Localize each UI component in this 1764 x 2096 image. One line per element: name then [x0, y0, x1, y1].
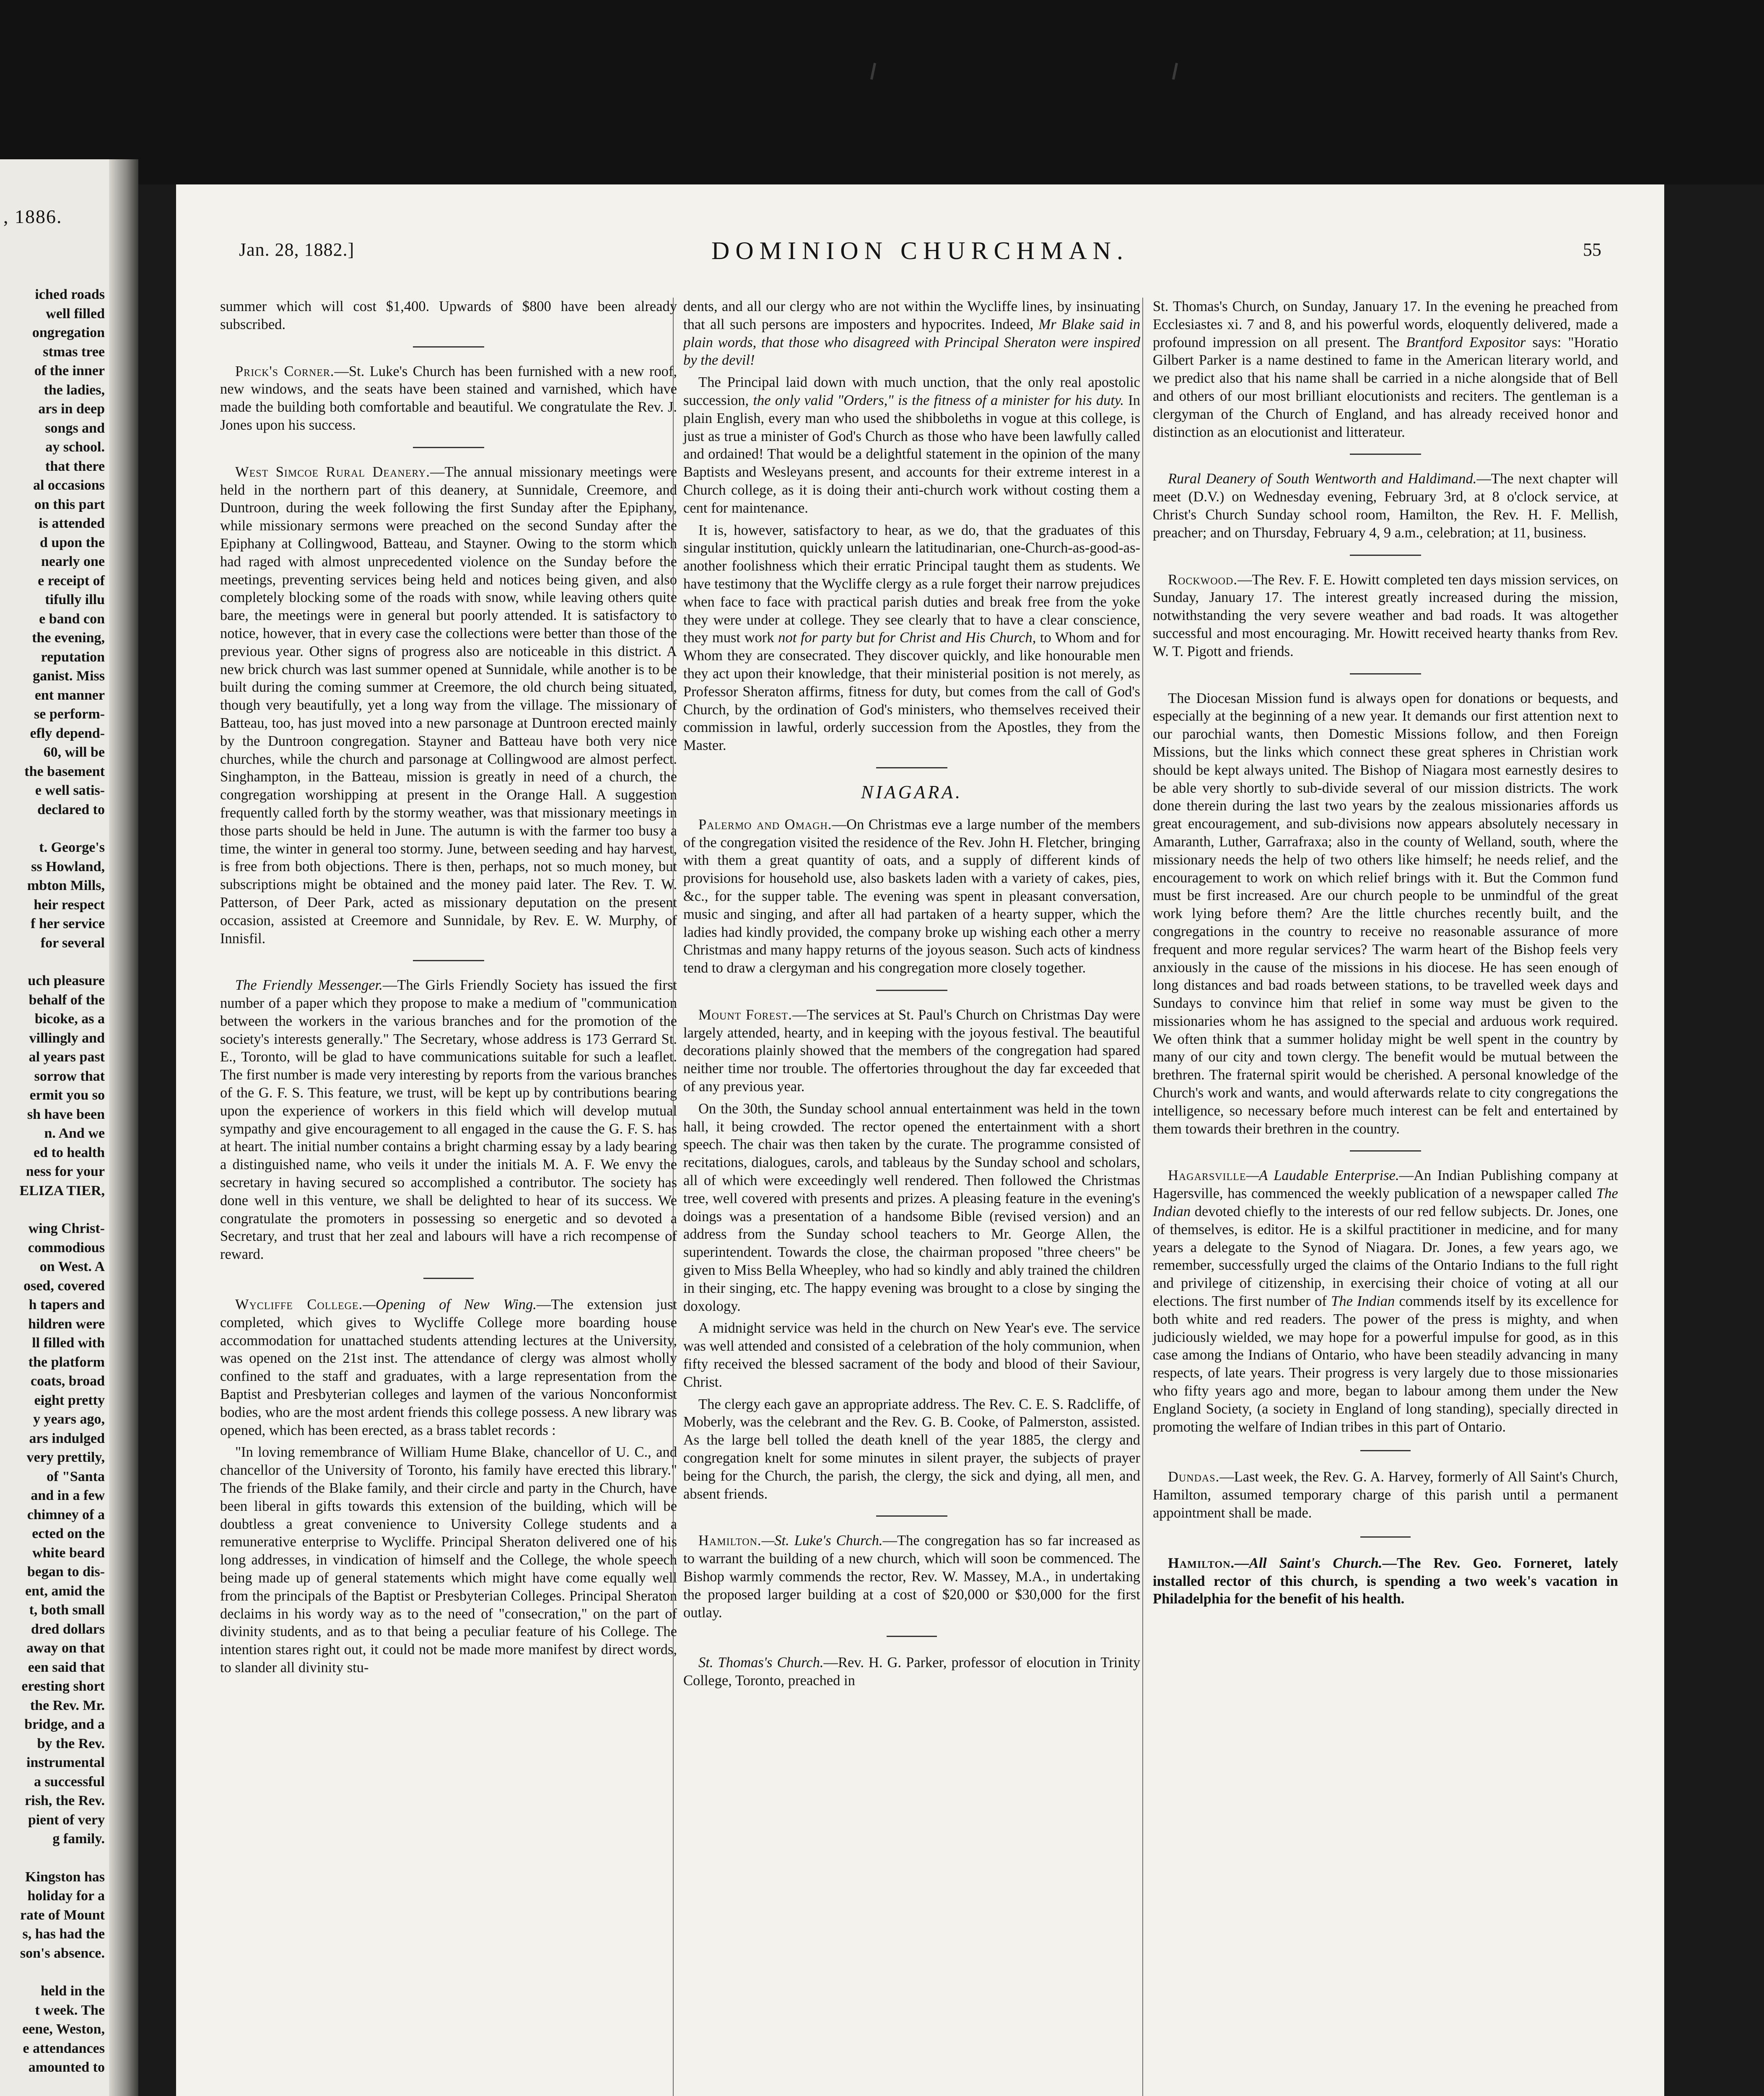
article-body: —The Girls Friendly Society has issued the first number of a paper which they propose to make a medium of "communication between the workers in the various branches and for the promotion of the society's interests generally." The Secretary, whose address is 173 Gerrard St. E., Toronto, will be glad to have communications suitable for such a leaflet. The first number is made very interesting by reports from the various branches of the G. F. S. This feature, we trust, will be kept up by contributions bearing upon the experience of workers in this field which will develop mutual sympathy and give encouragement to all engaged in the cause the G. F. S. has at heart. The initial number contains a bright charming essay by a lady bearing a distinguished name, who veils it under the initials M. A. F. We envy the secretary in having secured so accomplished a contributor. The society has done well in this venture, we shall be delighted to hear of its success. We congratulate the promoters in possessing so energetic and so devoted a Secretary, and trust that her zeal and labours will have a rich recompense of reward. — [220, 977, 677, 1263]
article-heading: Hamilton. — [1168, 1555, 1235, 1571]
line-gap — [0, 1200, 105, 1219]
article-heading: Rural Deanery of South Wentworth and Haldimand. — [1168, 471, 1477, 487]
article-heading: Dundas. — [1168, 1469, 1220, 1485]
section-divider — [413, 346, 484, 348]
left-page-line: eene, Weston, — [22, 2021, 105, 2037]
section-divider — [423, 1278, 474, 1279]
left-page-line: osed, covered — [23, 1278, 105, 1294]
line-gap — [0, 1963, 105, 1982]
left-page-line: iched roads — [35, 287, 105, 302]
masthead-title: DOMINION CHURCHMAN. — [711, 237, 1129, 265]
left-page-line: e band con — [39, 611, 105, 627]
left-page-line: t, both small — [29, 1602, 105, 1618]
article-diocesan-mission: The Diocesan Mission fund is always open for donations or bequests, and especially at the beginning of a new year. It demands our first attention next to our parochial wants, then Domestic Missions follow, and then Foreign Missions, but the links which connect these great spheres in Christian work should be kept always united. The Bishop of Niagara most earnestly desires to be able very shortly to sub-divide several of our mission districts. The work done therein during the last two years by the zealous missionaries affords us great encouragement, and sub-divisions now appears absolutely necessary in Amaranth, Luther, Garrafraxa; also in the county of Welland, south, where the missionary needs the help of two others like himself; he needs relief, and the encouragement to work on which relief brings with it. But the Common fund must be first increased. Are our church people to be unmindful of the great work lying before them? Are the little churches recently built, and the congregations in the country to receive no reasonable assurance of more frequent and more regular services? The warm heart of the Bishop feels very anxiously in the cause of the missions in his diocese. He has seen enough of long distances and bad roads between stations, to be travelled week days and Sundays to convince him that relief in some way must be given to the missionaries whom he has assigned to the special and arduous work required. We often think that a summer holiday might be well spent in the country by many of our city and town clergy. The benefit would be mutual between the brethren. The fraternal spirit would be cherished. A personal knowledge of the Church's work and wants, and would afterwards relate to city congregations the intelligence, so necessary before much interest can be felt and entertained by them towards their brethren in the country. — [1153, 690, 1618, 1137]
line-gap — [0, 952, 105, 971]
line-gap — [0, 819, 105, 838]
article-body: —On Christmas eve a large number of the members of the congregation visited the residence of the Rev. John H. Fletcher, bringing with them a great quantity of oats, and a supply of different kinds of provisions for household use, also baskets laden with a variety of cakes, pies, &c., for the supper table. The evening was spent in pleasant conversation, music and singing, and after all had partaken of a hearty supper, which the ladies had kindly provided, the company broke up wishing each other a merry Christmas and many happy returns of the joyous season. Such acts of kindness tend to draw a clergyman and his congregation more closely together. — [683, 816, 1140, 976]
left-page-line: amounted to — [28, 2060, 105, 2075]
article-body: —The services at St. Paul's Church on Christmas Day were largely attended, hearty, and in keeping with the joyous festival. The beautiful decorations plainly showed that the members of the congregation had spared neither time nor trouble. The offertories throughout the day far exceeded that of any previous year. — [683, 1006, 1141, 1095]
article-paragraph: On the 30th, the Sunday school annual entertainment was held in the town hall, it being crowded. The rector opened the entertainment with a short speech. The chair was then taken by the curate. The programme consisted of recitations, dialogues, carols, and tableaus by the Sunday school and scholars, all of which were exceedingly well rendered. Then followed the Christmas tree, well covered with presents and prizes. A pleasing feature in the evening's doings was a presentation of a handsome Bible (revised version) and an address from the Sunday school teachers to Mr. George Allen, the superintendent. Towards the close, the chairman proposed "three cheers" be given to Miss Bella Wheepley, who had so kindly and ably trained the children in their singing, etc. The happy evening was brought to a close by singing the doxology. — [683, 1100, 1140, 1314]
left-page-line: of the inner — [34, 363, 105, 379]
article-paragraph: summer which will cost $1,400. Upwards of $800 have been already subscribed. — [220, 298, 677, 332]
article-heading: Wycliffe College. — [235, 1297, 363, 1313]
column-2 — [683, 298, 1140, 1694]
article-palermo-omagh — [683, 816, 1140, 977]
left-page-line: e receipt of — [38, 573, 105, 589]
left-page-line: mbton Mills, — [27, 878, 105, 893]
left-page-line: began to dis- — [27, 1564, 105, 1580]
left-page-line: eight pretty — [34, 1392, 105, 1408]
left-page-line: rish, the Rev. — [25, 1793, 105, 1808]
article-rural-deanery — [1153, 470, 1618, 542]
section-divider — [413, 447, 484, 448]
article-heading: Prick's Corner. — [235, 363, 335, 379]
left-page-line: the platform — [28, 1354, 105, 1370]
article-paragraph — [683, 298, 1140, 369]
article-body: —The congregation has so far increased as to warrant the building of a new church, which will soon be commenced. The Bishop warmly commends the rector, Rev. W. Massey, M.A., in undertaking the proposed larger building at a cost of $20,000 or $30,000 for the first outlay. — [683, 1533, 1140, 1621]
italic-text: The Indian — [1331, 1293, 1395, 1310]
column-rule — [1142, 298, 1143, 2096]
left-page-line: al occasions — [33, 477, 105, 493]
article-hamilton-st-lukes — [683, 1532, 1140, 1621]
left-page-line: is attended — [39, 516, 105, 531]
article-wycliffe-college — [220, 1296, 677, 1439]
line-gap — [0, 1849, 105, 1868]
article-paragraph: The clergy each gave an appropriate address. The Rev. C. E. S. Radcliffe, of Moberly, was the celebrant and the Rev. G. B. Cooke, of Palmerston, assisted. As the large bell tolled the death knell of the year 1885, the clergy and congregation knelt for some minutes in silent prayer, the subjects of prayer being for the Church, the parish, the clergy, the sick and dying, all men, and absent friends. — [683, 1396, 1140, 1502]
section-divider — [1360, 1450, 1411, 1451]
left-page-line: behalf of the — [29, 992, 105, 1008]
article-st-thomas — [683, 1654, 1140, 1690]
text-run: In plain English, every man who used the shibboleths in vogue at this college, is just as true a minister of God's Church as those who have been lawfully called and ordained! That would be a delightful statement in the opinion of the many Baptists and Wesleyans present, and accounts for their extreme interest in a Church college, as it is doing their anti-church work without costing them a cent for maintenance. — [683, 392, 1141, 516]
section-divider — [1350, 673, 1421, 674]
article-heading: Palermo and Omagh. — [698, 816, 832, 833]
article-body: commends itself by its excellence for both white and red readers. The power of the press is mighty, and when judiciously wielded, we may hope for a powerful impulse for good, as in this case among the Indians of Ontario, who have been steadily advancing in many respects, of late years. Their progress is very largely due to those missionaries who fifty years ago and more, began to labour among them under the New England Society, (a society in England of long standing), specially directed in promoting the welfare of Indian tribes in this part of Ontario. — [1153, 1293, 1619, 1435]
left-page-line: heir respect — [34, 897, 105, 913]
text-run: The Principal laid down with much unction, that the only real apostolic succession, — [683, 374, 1140, 408]
line-gap — [0, 2077, 105, 2096]
article-paragraph — [1153, 298, 1618, 441]
italic-text: Brantford Expositor — [1406, 334, 1526, 350]
text-run: St. Thomas's Church, on Sunday, January 17. In the evening he preached from Ecclesiastes xi. 7 and 8, and his powerful words, eloquently delivered, made a profound impression on all present. The — [1153, 298, 1618, 350]
left-page-line: sorrow that — [34, 1068, 105, 1084]
left-page-line: e attendances — [23, 2040, 105, 2056]
left-page-line: that there — [45, 458, 105, 474]
left-page-line: d upon the — [40, 534, 105, 550]
article-body: —Rev. H. G. Parker, professor of elocution in Trinity College, Toronto, preached in — [683, 1655, 1140, 1689]
article-body: —The annual missionary meetings were held in the northern part of this deanery, at Sunnidale, Creemore, and Duntroon, during the week following the first Sunday after the Epiphany, while missionary sermons were preached on the second Sunday after the Epiphany at Collingwood, Batteau, and Stayner. Owing to the storm which had raged with almost unprecedented violence on the Sunday before the meetings, preventing services being held and notices being given, and also completely blocking some of the roads with snow, while leaving others quite bare, the meetings were in general but poorly attended. It is satisfactory to notice, however, that in every case the collections were better than those of the previous year. Other signs of progress also are noticeable in this district. A new brick church was last summer opened at Sunnidale, while another is to be built during the coming summer at Creemore, the old church being situated, though very beautifully, yet a long way from the village. The missionary of Batteau, too, has just moved into a new parsonage at Duntroon erected mainly by the Duntroon congregation. Stayner and Batteau have both very nice churches, while the church and parsonage at Collingwood are almost perfect. Singhampton, in the Batteau, mission is greatly in need of a church, the congregation worshipping at present in the Orange Hall. A suggestion frequently called forth by the stormy weather, was that missionary meetings in those parts should be held in June. The autumn is with the farmer too busy a time, the winter in general too stormy. June, between seeding and hay harvest, is free from both objections. There is then, perhaps, not so much money, but subscriptions might be obtained and the money paid later. The Rev. T. W. Patterson, of Deer Park, acted as missionary deputation on the present occasion, assisted at Creemore and Sunnidale, by Rev. E. W. Murphy, of Innisfil. — [220, 464, 677, 947]
left-page-line: tifully illu — [45, 592, 105, 607]
left-page-line: ay school. — [45, 439, 105, 455]
article-body: —An Indian Publishing company at Hagersville, has commenced the weekly publication of a newspaper called — [1153, 1167, 1618, 1202]
left-page-line: t week. The — [35, 2002, 105, 2018]
left-page-line: stmas tree — [43, 344, 105, 360]
left-page-line: y years ago, — [33, 1411, 105, 1427]
article-hamilton-all-saints — [1153, 1554, 1618, 1608]
left-page-line: a successful — [34, 1774, 105, 1790]
left-page-line: the Rev. Mr. — [30, 1697, 105, 1713]
article-dundas — [1153, 1468, 1618, 1522]
left-page-text — [0, 285, 105, 2096]
left-page-line: the evening, — [32, 630, 105, 646]
left-page-line: for several — [40, 935, 105, 951]
left-page-line: eresting short — [21, 1678, 105, 1694]
left-page-line: ected on the — [32, 1526, 105, 1541]
left-page-line: villingly and — [29, 1030, 105, 1046]
left-page-line: chimney of a — [27, 1507, 105, 1523]
article-friendly-messenger — [220, 976, 677, 1263]
left-page-line: songs and — [45, 420, 105, 436]
newspaper-page — [176, 184, 1664, 2096]
page-header — [239, 239, 1601, 268]
left-page-line: hildren were — [28, 1316, 105, 1332]
left-page-line: ll filled with — [32, 1335, 105, 1351]
article-heading: Rockwood. — [1168, 571, 1237, 588]
left-page-line: se perform- — [34, 706, 105, 722]
article-body: —The extension just completed, which gives to Wycliffe College more boarding house accommodation for unattached students attending lectures at the University, was opened on the 21st inst. The attendance of clergy was almost wholly confined to the staff and graduates, with a large representation from the Baptist and Presbyterian colleges and laymen of the various Nonconformist bodies, who are the most ardent friends this college possess. A new library was opened, which has been erected, as a brass tablet records : — [220, 1297, 677, 1438]
left-page-line: held in the — [40, 1983, 105, 1999]
left-page-line: ELIZA TIER, — [19, 1183, 105, 1198]
left-page-line: al years past — [29, 1049, 105, 1065]
article-hagersville — [1153, 1167, 1618, 1436]
italic-text: not for party but for Christ and His Church, — [778, 630, 1036, 646]
section-divider — [413, 960, 484, 961]
left-page-line: on West. A — [39, 1259, 105, 1274]
left-page-line: ed to health — [34, 1144, 105, 1160]
column-3 — [1153, 298, 1618, 1612]
left-page-line: bridge, and a — [24, 1717, 105, 1732]
left-page-line: rate of Mount — [20, 1907, 105, 1923]
left-page-line: and in a few — [31, 1488, 105, 1503]
left-page-line: ars indulged — [29, 1430, 105, 1446]
left-page-line: bicoke, as a — [34, 1011, 105, 1027]
article-paragraph — [683, 374, 1140, 517]
article-subheading: —All Saint's Church. — [1235, 1555, 1383, 1571]
article-body: —The next chapter will meet (D.V.) on Wednesday evening, February 3rd, at 8 o'clock service, at Christ's Church Sunday school room, Hamilton, the Rev. H. F. Mellish, preacher; and on Thursday, February 4, 9 a.m., celebration; at 11, business. — [1153, 471, 1618, 541]
article-body: —The Rev. Geo. Forneret, lately installed rector of this church, is spending a two week's vacation in Philadelphia for the benefit of his health. — [1153, 1555, 1618, 1607]
left-page-line: ongregation — [32, 325, 105, 340]
left-page-line: t. George's — [39, 840, 105, 855]
section-heading-niagara: NIAGARA. — [861, 781, 963, 802]
article-heading: Hamilton. — [698, 1533, 762, 1549]
left-page-line: declared to — [37, 802, 105, 817]
column-1 — [220, 298, 677, 1681]
section-divider — [1350, 1150, 1421, 1152]
article-heading: The Friendly Messenger. — [235, 977, 383, 994]
text-run: says: "Horatio Gilbert Parker is a name destined to fame in the American literary world, and we predict also that his name shall be carried in a niche alongside that of Bell and others of our most brilliant elocutionists and reciters. The gentleman is a clergyman of the Church of England, and has already received honor and distinction as an elocutionist and litterateur. — [1153, 334, 1618, 440]
article-paragraph: A midnight service was held in the church on New Year's eve. The service was well attended and consisted of a celebration of the holy communion, when fifty received the blessed sacrament of the body and blood of their Saviour, Christ. — [683, 1320, 1140, 1390]
italic-text: The Indian — [1153, 1185, 1618, 1220]
section-divider — [1350, 454, 1421, 455]
text-run: dents, and all our clergy who are not within the Wycliffe lines, by insinuating that all such persons are imposters and hypocrites. Indeed, — [683, 298, 1140, 332]
page-gutter — [109, 159, 138, 2096]
article-heading: Mount Forest. — [698, 1006, 792, 1023]
section-divider — [876, 767, 947, 768]
left-page-line: coats, broad — [31, 1373, 105, 1389]
left-page-line: ermit you so — [29, 1087, 105, 1103]
left-page-line: s, has had the — [22, 1926, 105, 1942]
left-page-line: nearly one — [41, 554, 105, 569]
left-page-line: een said that — [28, 1659, 105, 1675]
left-page-line: g family. — [52, 1831, 105, 1847]
left-page-line: ganist. Miss — [33, 668, 105, 684]
article-rockwood — [1153, 571, 1618, 661]
left-page-line: ent manner — [34, 687, 105, 703]
article-heading: St. Thomas's Church. — [698, 1655, 824, 1671]
article-heading: West Simcoe Rural Deanery. — [235, 464, 431, 480]
article-prick-corner — [220, 363, 677, 434]
left-page-line: away on that — [26, 1640, 105, 1656]
scanner-background — [0, 0, 1764, 184]
issue-date: Jan. 28, 1882.] — [239, 239, 355, 260]
left-page-line: instrumental — [26, 1755, 105, 1770]
article-paragraph: "In loving remembrance of William Hume Blake, chancellor of U. C., and chancellor of the University of Toronto, his family have erected this library." The friends of the Blake family, and their circle and party in the Church, have been liberal in gifts towards this extension of the building, which will be doubtless a great convenience to University College students and a remunerative enterprise to Wycliffe. Principal Sheraton delivered one of his long addresses, in vindication of himself and the College, the whole speech being made up of general statements which might have come equally well from the principals of the Baptist or Presbyterian Colleges. Principal Sheraton declaims in his wordy way as to the need of "consecration," on the part of divinity students, and as to that being a peculiar feature of his College. The intention stares right out, it could not be made more manifest by direct words, to slander all divinity stu- — [220, 1444, 677, 1676]
left-page-line: ss Howland, — [31, 859, 105, 874]
left-page-line: white beard — [32, 1545, 105, 1561]
article-west-simcoe — [220, 463, 677, 948]
left-page-line: well filled — [46, 306, 105, 322]
left-page-line: by the Rev. — [37, 1735, 105, 1751]
left-facing-page — [0, 159, 138, 2096]
left-page-line: uch pleasure — [28, 973, 105, 988]
article-body: —St. Luke's Church has been furnished with a new roof, new windows, and the seats have been stained and varnished, which have made the building both comfortable and beautiful. We congratulate the Rev. J. Jones upon his success. — [220, 363, 677, 433]
article-heading: Hagarsville — [1168, 1167, 1246, 1184]
left-page-line: ars in deep — [38, 401, 105, 417]
left-page-line: efly depend- — [30, 725, 105, 741]
left-page-header: , 1886. — [3, 206, 62, 227]
italic-text: the only valid "Orders," is the fitness of a minister for his duty. — [753, 392, 1124, 408]
article-body: devoted chiefly to the interests of our red fellow subjects. Dr. Jones, one of themselves, is editor. He is a skilful practitioner in medicine, and for many years a delegate to the Synod of Niagara. Dr. Jones, a few years ago, we remember, successfully urged the claims of the Ontario Indians to the full right and privilege of citizenship, in exercising their choice of voting at all our elections. The first number of — [1153, 1204, 1618, 1310]
section-divider — [887, 1636, 937, 1637]
left-page-line: e well satis- — [35, 783, 105, 798]
page-number: 55 — [1583, 239, 1601, 260]
left-page-line: sh have been — [27, 1106, 105, 1122]
left-page-line: 60, will be — [43, 744, 105, 760]
left-page-line: very prettily, — [26, 1450, 105, 1465]
section-divider — [1360, 1536, 1411, 1538]
left-page-line: n. And we — [44, 1126, 105, 1141]
article-mount-forest — [683, 1006, 1140, 1096]
left-page-line: son's absence. — [20, 1945, 105, 1961]
section-divider — [876, 1515, 947, 1517]
article-paragraph — [683, 521, 1140, 755]
text-run: to Whom and for Whom they are consecrated. They discover quickly, and like honourable men they act upon their knowledge, that their ministerial position is not merely, as Professor Sheraton affirms, fitness for duty, but comes from the call of God's Church, by the ordination of God's ministers, who themselves received their commission in lawful, orderly succession from the Apostles, they from the Master. — [683, 630, 1141, 754]
left-page-line: wing Christ- — [28, 1221, 105, 1236]
left-page-line: dred dollars — [31, 1621, 105, 1637]
left-page-line: f her service — [31, 916, 105, 931]
article-subheading: —A Laudable Enterprise. — [1246, 1167, 1399, 1184]
section-divider — [876, 990, 947, 991]
left-page-line: the ladies, — [44, 382, 105, 398]
left-page-line: reputation — [41, 649, 105, 665]
left-page-line: on this part — [34, 496, 105, 512]
text-run: It is, however, satisfactory to hear, as we do, that the graduates of this singular institution, quickly unlearn the latitudinarian, one-Church-as-good-as-another foolishness which their erratic Principal taught them as students. We have testimony that the Wycliffe clergy as a rule forget their narrow prejudices when face to face with practical parish duties and break free from the yoke they were under at college. They see clearly that to have a clear conscience, they must work — [683, 522, 1140, 646]
left-page-line: ness for your — [26, 1164, 105, 1179]
left-page-line: commodious — [28, 1240, 105, 1256]
left-page-line: of "Santa — [47, 1468, 105, 1484]
article-subheading: —Opening of New Wing. — [363, 1297, 537, 1313]
article-subheading: —St. Luke's Church. — [761, 1533, 883, 1549]
left-page-line: holiday for a — [27, 1888, 105, 1904]
left-page-line: ent, amid the — [25, 1583, 105, 1599]
left-page-line: h tapers and — [29, 1297, 105, 1313]
left-page-line: the basement — [24, 763, 105, 779]
left-page-line: pient of very — [28, 1812, 105, 1828]
article-body: —The Rev. F. E. Howitt completed ten days mission services, on Sunday, January 17. The interest greatly increased during the mission, notwithstanding the very severe weather and bad roads. It was altogether successful and most encouraging. Mr. Howitt received hearty thanks from Rev. W. T. Pigott and friends. — [1153, 571, 1618, 659]
left-page-line: Kingston has — [25, 1869, 105, 1885]
article-body: —Last week, the Rev. G. A. Harvey, formerly of All Saint's Church, Hamilton, assumed temporary charge of this parish until a permanent appointment shall be made. — [1153, 1469, 1618, 1521]
italic-text: Mr Blake said in plain words, that those who disagreed with Principal Sheraton were inspired by the devil! — [683, 316, 1140, 368]
section-divider — [1350, 555, 1421, 556]
